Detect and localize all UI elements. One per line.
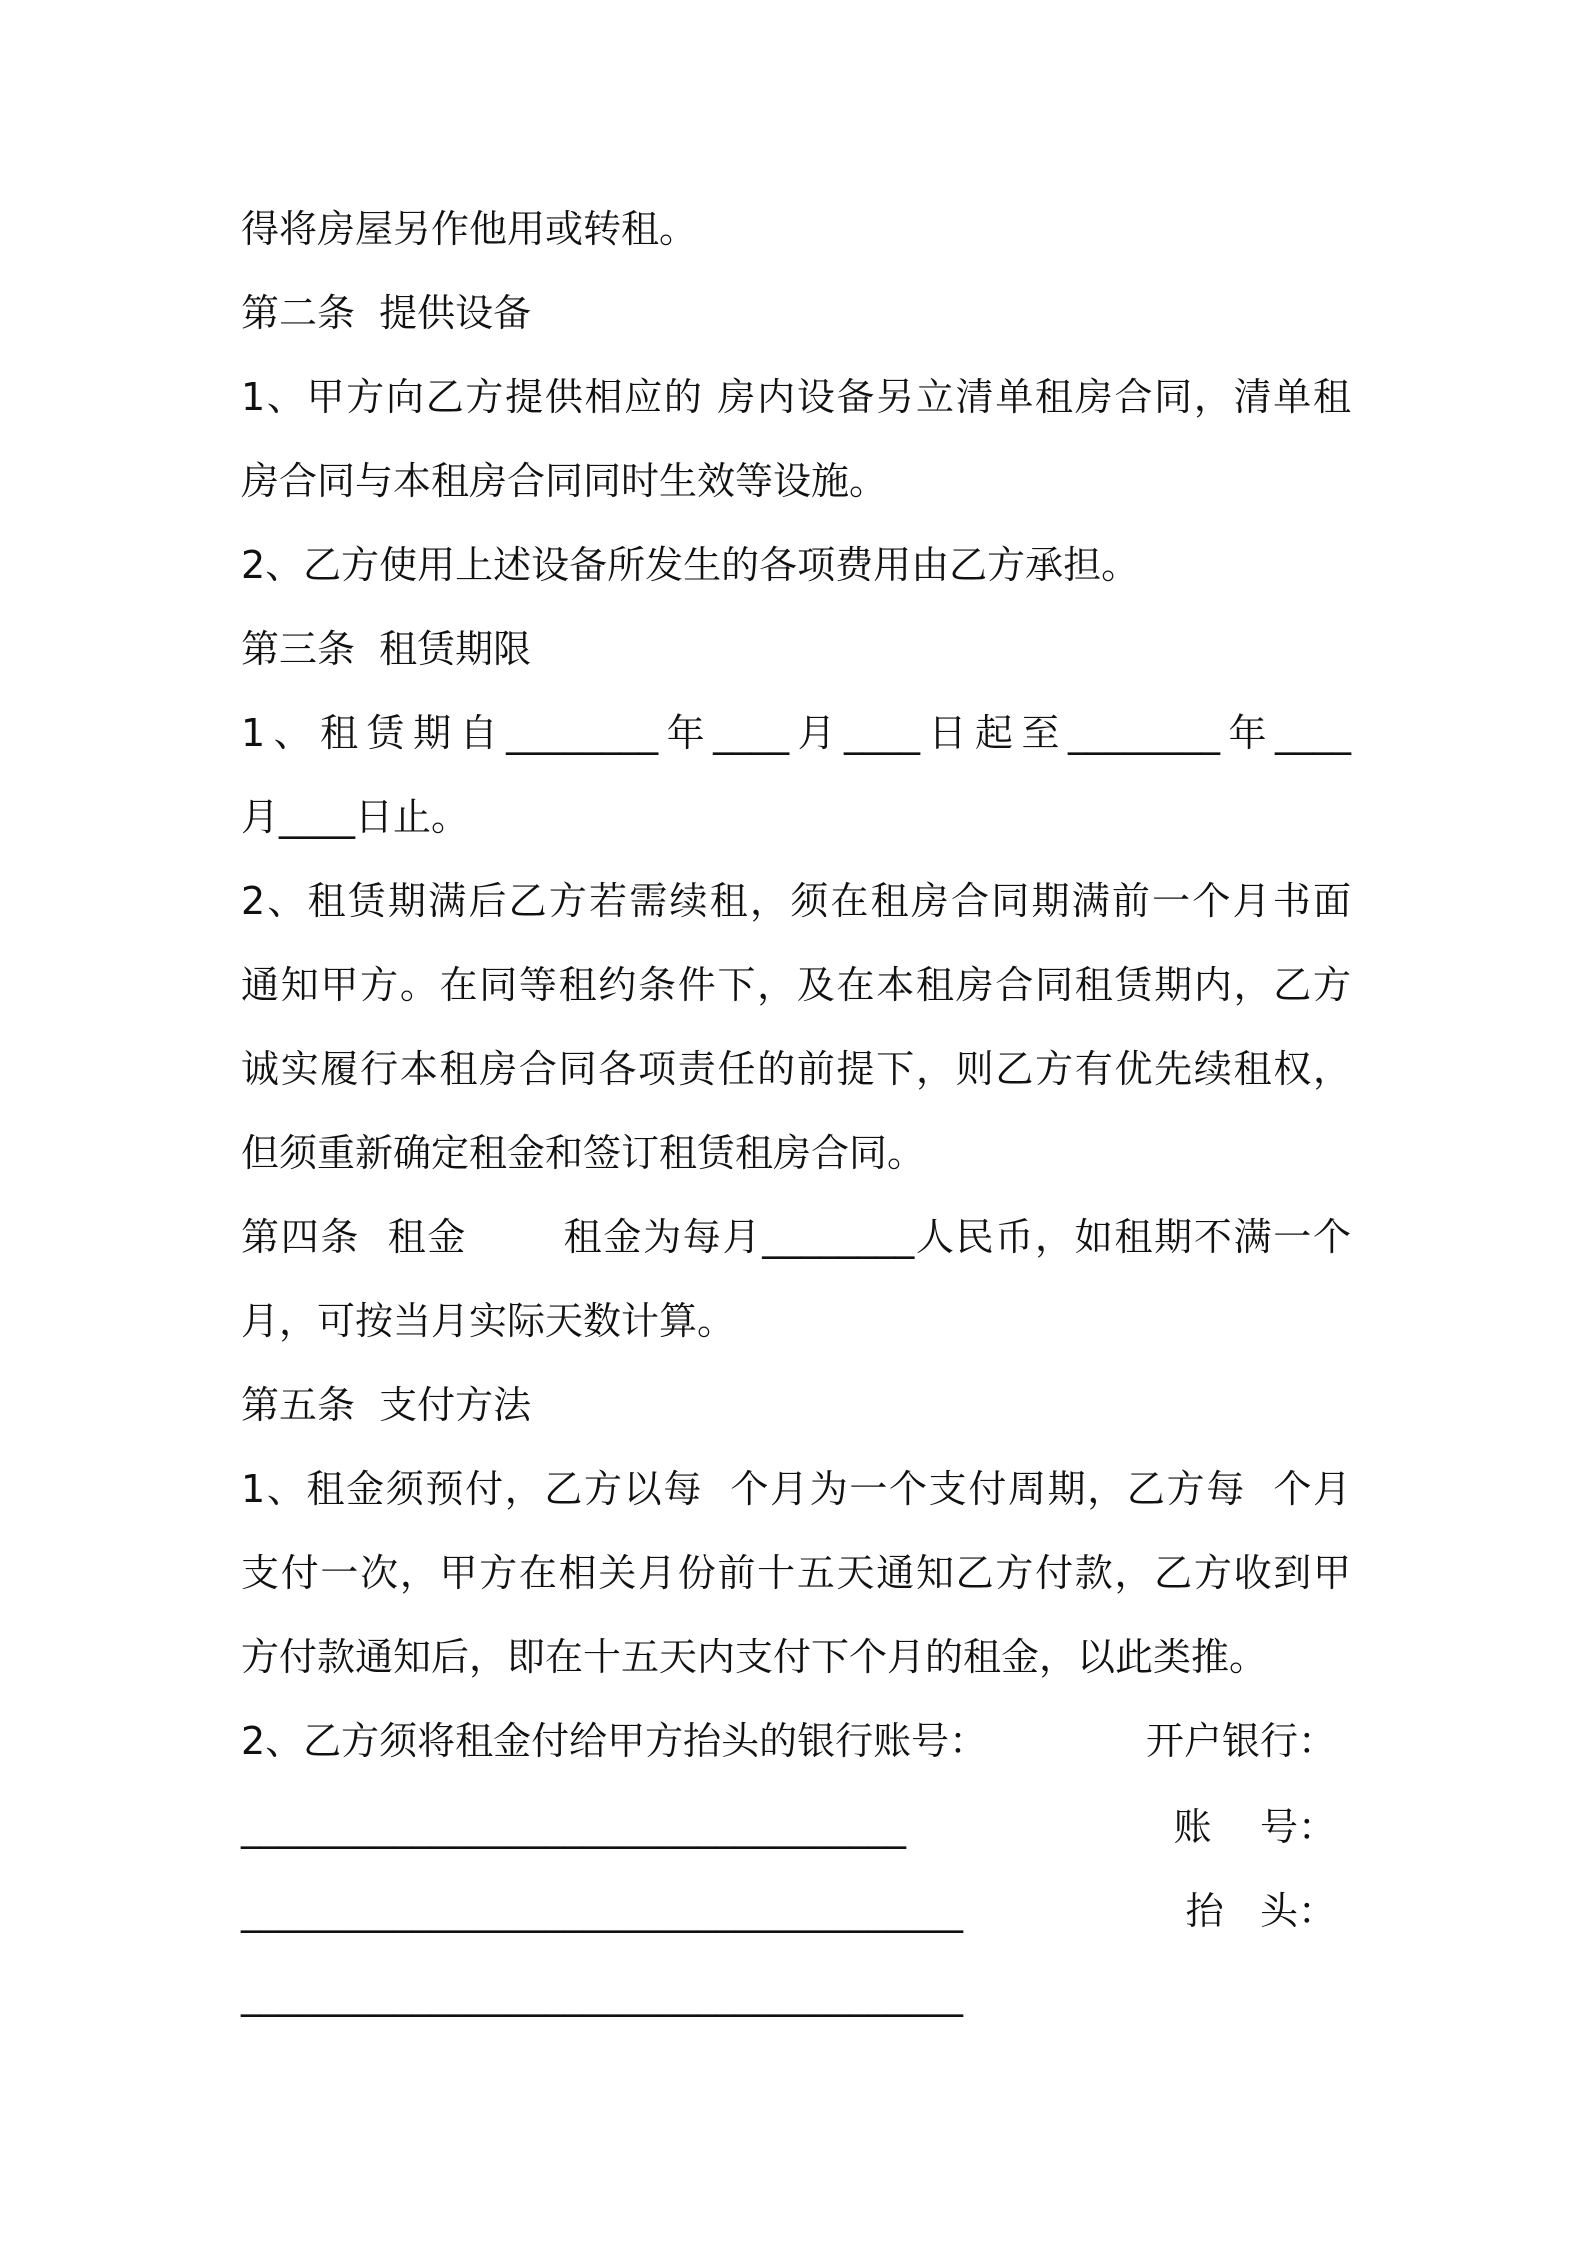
clause-text-line: 1、租赁期自________年____月____日起至________年____ — [241, 711, 1351, 755]
clause-text-line: 2、乙方使用上述设备所发生的各项费用由乙方承担。 — [241, 543, 1140, 587]
clause-text-line: 2、租赁期满后乙方若需续租，须在租房合同期满前一个月书面 — [241, 879, 1351, 923]
article-4-line: 第四条 租金 租金为每月________人民币，如租期不满一个 — [241, 1215, 1351, 1259]
clause-text-line: 得将房屋另作他用或转租。 — [241, 207, 698, 251]
clause-text-line: 通知甲方。在同等租约条件下，及在本租房合同租赁期内，乙方 — [241, 963, 1351, 1007]
clause-text-line: 1、甲方向乙方提供相应的 房内设备另立清单租房合同，清单租 — [241, 375, 1351, 419]
account-blank: ______________________________________ — [241, 1889, 963, 1933]
clause-text-line: 房合同与本租房合同同时生效等设施。 — [241, 459, 888, 503]
article-2-heading: 第二条 提供设备 — [241, 291, 532, 335]
clause-text-line: 月____日止。 — [241, 795, 470, 839]
bank-intro-text: 2、乙方须将租金付给甲方抬头的银行账号： — [241, 1719, 988, 1763]
payee-blank: ______________________________________ — [241, 1973, 963, 2017]
clause-text-line: 方付款通知后，即在十五天内支付下个月的租金，以此类推。 — [241, 1635, 1268, 1679]
clause-text-line: 但须重新确定租金和签订租赁租房合同。 — [241, 1131, 926, 1175]
article-3-heading: 第三条 租赁期限 — [241, 627, 532, 671]
article-5-heading: 第五条 支付方法 — [241, 1383, 532, 1427]
account-label: 账 号： — [1173, 1805, 1336, 1849]
clause-text-line: 诚实履行本租房合同各项责任的前提下，则乙方有优先续租权， — [241, 1047, 1351, 1091]
clause-text-line: 月，可按当月实际天数计算。 — [241, 1299, 736, 1343]
bank-name-blank: ___________________________________ — [241, 1805, 906, 1849]
clause-text-line: 支付一次，甲方在相关月份前十五天通知乙方付款，乙方收到甲 — [241, 1551, 1351, 1595]
clause-text-line: 1、租金须预付，乙方以每 个月为一个支付周期，乙方每 个月 — [241, 1467, 1351, 1511]
bank-name-label: 开户银行： — [1145, 1719, 1336, 1763]
payee-label: 抬 头： — [1185, 1889, 1336, 1933]
